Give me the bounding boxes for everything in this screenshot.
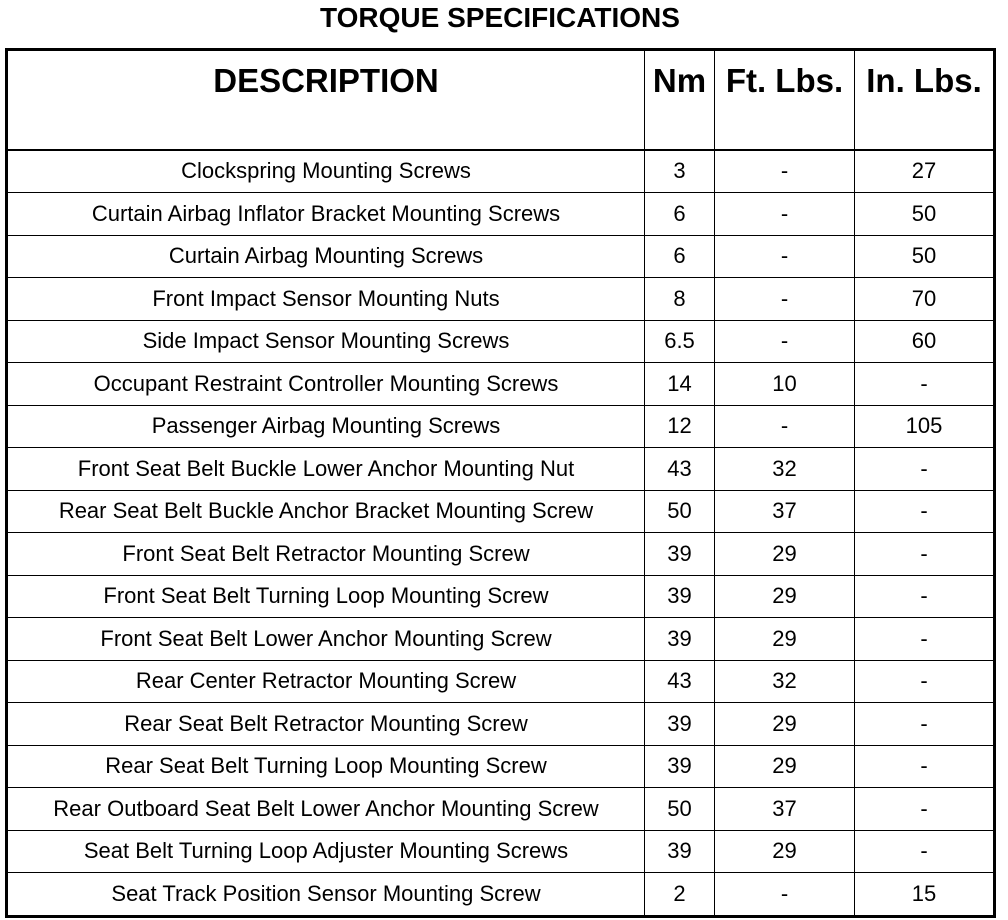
cell-in-lbs: -	[855, 830, 995, 873]
table-row	[7, 575, 995, 618]
cell-ft-lbs: 10	[715, 363, 855, 406]
table-row	[7, 830, 995, 873]
cell-nm: 6	[645, 235, 715, 278]
table-row	[7, 278, 995, 321]
cell-description: Occupant Restraint Controller Mounting Screws	[7, 363, 645, 406]
table-row	[7, 660, 995, 703]
table-row	[7, 873, 995, 917]
cell-in-lbs: 60	[855, 320, 995, 363]
cell-description: Side Impact Sensor Mounting Screws	[7, 320, 645, 363]
cell-ft-lbs: 32	[715, 660, 855, 703]
cell-nm: 39	[645, 745, 715, 788]
cell-ft-lbs: 29	[715, 830, 855, 873]
table-row	[7, 363, 995, 406]
table-row	[7, 618, 995, 661]
cell-in-lbs: -	[855, 448, 995, 491]
cell-in-lbs: 27	[855, 150, 995, 193]
cell-description: Clockspring Mounting Screws	[7, 150, 645, 193]
cell-in-lbs: -	[855, 660, 995, 703]
cell-in-lbs: 50	[855, 193, 995, 236]
column-header-description: DESCRIPTION	[7, 50, 645, 150]
cell-nm: 8	[645, 278, 715, 321]
cell-description: Passenger Airbag Mounting Screws	[7, 405, 645, 448]
cell-description: Front Seat Belt Turning Loop Mounting Screw	[7, 575, 645, 618]
cell-in-lbs: -	[855, 745, 995, 788]
cell-nm: 43	[645, 448, 715, 491]
table-body	[7, 150, 995, 917]
table-row	[7, 405, 995, 448]
cell-ft-lbs: 32	[715, 448, 855, 491]
cell-in-lbs: -	[855, 533, 995, 576]
cell-description: Rear Seat Belt Retractor Mounting Screw	[7, 703, 645, 746]
column-header-in-lbs: In. Lbs.	[855, 50, 995, 150]
cell-description: Rear Center Retractor Mounting Screw	[7, 660, 645, 703]
table-row	[7, 150, 995, 193]
cell-ft-lbs: -	[715, 193, 855, 236]
cell-ft-lbs: -	[715, 405, 855, 448]
column-header-nm: Nm	[645, 50, 715, 150]
cell-nm: 43	[645, 660, 715, 703]
cell-nm: 12	[645, 405, 715, 448]
cell-ft-lbs: -	[715, 278, 855, 321]
cell-in-lbs: 70	[855, 278, 995, 321]
cell-in-lbs: -	[855, 490, 995, 533]
cell-in-lbs: 50	[855, 235, 995, 278]
cell-description: Curtain Airbag Mounting Screws	[7, 235, 645, 278]
torque-spec-table	[5, 48, 996, 918]
table-row	[7, 490, 995, 533]
table-row	[7, 193, 995, 236]
cell-in-lbs: -	[855, 618, 995, 661]
cell-ft-lbs: 29	[715, 703, 855, 746]
cell-in-lbs: 105	[855, 405, 995, 448]
cell-nm: 39	[645, 830, 715, 873]
table-row	[7, 703, 995, 746]
cell-ft-lbs: 29	[715, 618, 855, 661]
cell-description: Seat Track Position Sensor Mounting Screw	[7, 873, 645, 917]
cell-nm: 39	[645, 575, 715, 618]
cell-in-lbs: -	[855, 703, 995, 746]
cell-ft-lbs: -	[715, 320, 855, 363]
table-row	[7, 448, 995, 491]
table-row	[7, 320, 995, 363]
cell-ft-lbs: 29	[715, 575, 855, 618]
cell-nm: 39	[645, 618, 715, 661]
cell-ft-lbs: 29	[715, 533, 855, 576]
cell-nm: 6.5	[645, 320, 715, 363]
cell-nm: 50	[645, 788, 715, 831]
cell-description: Seat Belt Turning Loop Adjuster Mounting Screws	[7, 830, 645, 873]
cell-nm: 2	[645, 873, 715, 917]
table-row	[7, 745, 995, 788]
page-title: TORQUE SPECIFICATIONS	[320, 2, 680, 33]
cell-description: Curtain Airbag Inflator Bracket Mounting Screws	[7, 193, 645, 236]
column-header-ft-lbs: Ft. Lbs.	[715, 50, 855, 150]
cell-ft-lbs: -	[715, 150, 855, 193]
cell-ft-lbs: -	[715, 235, 855, 278]
cell-ft-lbs: 37	[715, 788, 855, 831]
cell-description: Rear Seat Belt Buckle Anchor Bracket Mounting Screw	[7, 490, 645, 533]
cell-description: Front Seat Belt Retractor Mounting Screw	[7, 533, 645, 576]
cell-description: Front Seat Belt Buckle Lower Anchor Mounting Nut	[7, 448, 645, 491]
cell-description: Rear Outboard Seat Belt Lower Anchor Mounting Screw	[7, 788, 645, 831]
table-row	[7, 533, 995, 576]
cell-in-lbs: 15	[855, 873, 995, 917]
table-header-row	[7, 50, 995, 150]
cell-ft-lbs: 29	[715, 745, 855, 788]
cell-nm: 39	[645, 533, 715, 576]
table-row	[7, 788, 995, 831]
table-row	[7, 235, 995, 278]
cell-in-lbs: -	[855, 363, 995, 406]
cell-nm: 14	[645, 363, 715, 406]
cell-nm: 39	[645, 703, 715, 746]
cell-nm: 3	[645, 150, 715, 193]
cell-ft-lbs: 37	[715, 490, 855, 533]
cell-in-lbs: -	[855, 575, 995, 618]
cell-nm: 50	[645, 490, 715, 533]
cell-nm: 6	[645, 193, 715, 236]
cell-description: Rear Seat Belt Turning Loop Mounting Screw	[7, 745, 645, 788]
cell-in-lbs: -	[855, 788, 995, 831]
cell-description: Front Impact Sensor Mounting Nuts	[7, 278, 645, 321]
cell-description: Front Seat Belt Lower Anchor Mounting Screw	[7, 618, 645, 661]
cell-ft-lbs: -	[715, 873, 855, 917]
